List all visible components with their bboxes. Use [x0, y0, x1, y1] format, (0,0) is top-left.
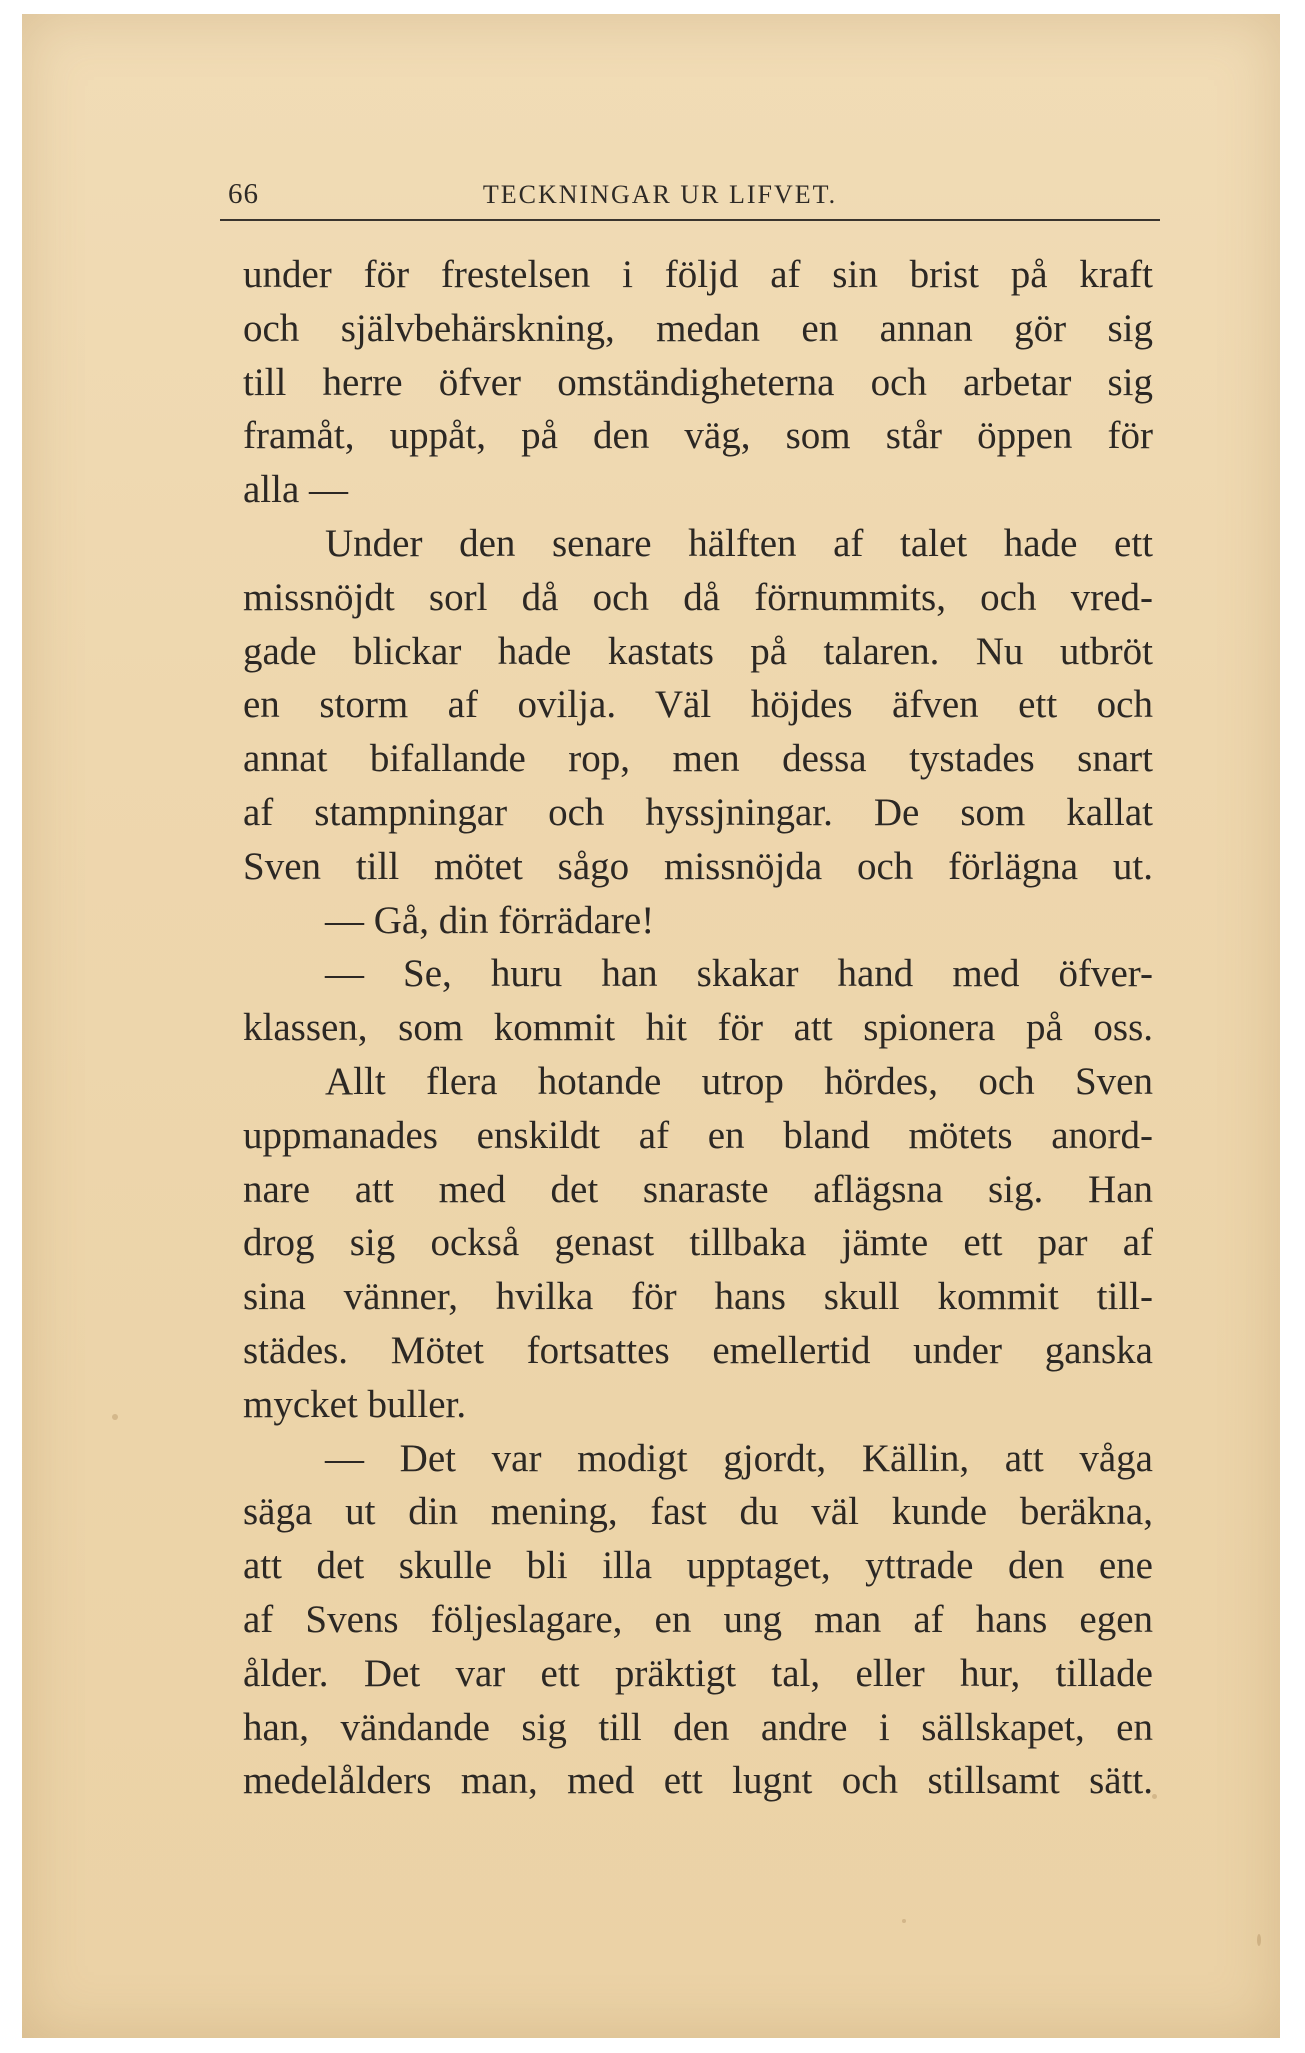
- text-line: mycket buller.: [243, 1382, 467, 1426]
- page-number: 66: [228, 178, 259, 210]
- text-line: — Se, huru han skakar hand med öfver-: [325, 952, 1153, 996]
- text-line: till herre öfver omständigheterna och arbetar sig: [243, 360, 1153, 404]
- text-line: och självbehärskning, medan en annan gör sig: [243, 306, 1153, 350]
- header-rule: [220, 219, 1160, 221]
- paper-speck: [902, 1919, 906, 1923]
- text-line: alla —: [243, 468, 349, 512]
- text-line: — Gå, din förrädare!: [325, 898, 655, 942]
- paper-speck: [1257, 1934, 1261, 1946]
- text-line: sina vänner, hvilka för hans skull kommit till-: [243, 1275, 1153, 1319]
- text-line: klassen, som kommit hit för att spionera på oss.: [243, 1006, 1153, 1050]
- text-line: han, vändande sig till den andre i sällskapet, en: [243, 1705, 1153, 1749]
- text-line: missnöjdt sorl då och då förnummits, och vred-: [243, 575, 1153, 619]
- text-line: gade blickar hade kastats på talaren. Nu utbröt: [243, 629, 1153, 673]
- text-line: ålder. Det var ett präktigt tal, eller hur, tillade: [243, 1651, 1153, 1695]
- text-line: under för frestelsen i följd af sin brist på kraft: [243, 253, 1153, 296]
- text-line: Allt flera hotande utrop hördes, och Sven: [325, 1059, 1153, 1103]
- text-line: städes. Mötet fortsattes emellertid under ganska: [243, 1328, 1153, 1372]
- text-line: säga ut din mening, fast du väl kunde beräkna,: [243, 1490, 1153, 1534]
- text-line: framåt, uppåt, på den väg, som står öppen för: [243, 414, 1153, 458]
- text-line: af stampningar och hyssjningar. De som kallat: [243, 790, 1153, 834]
- text-line: att det skulle bli illa upptaget, yttrade den ene: [243, 1544, 1153, 1588]
- text-line: — Det var modigt gjordt, Källin, att våga: [325, 1436, 1153, 1480]
- running-title: TECKNINGAR UR LIFVET.: [482, 180, 838, 209]
- text-line: uppmanades enskildt af en bland mötets anord-: [243, 1113, 1153, 1157]
- running-header: [220, 178, 1160, 218]
- text-line: en storm af ovilja. Väl höjdes äfven ett och: [243, 683, 1153, 727]
- paper-speck: [112, 1414, 118, 1420]
- text-line: Sven till mötet sågo missnöjda och förlägna ut.: [243, 844, 1153, 888]
- text-line: Under den senare hälften af talet hade ett: [325, 521, 1153, 565]
- body-text: [243, 248, 1153, 1808]
- text-line: af Svens följeslagare, en ung man af hans egen: [243, 1597, 1153, 1641]
- text-line: drog sig också genast tillbaka jämte ett par af: [243, 1221, 1153, 1265]
- text-line: annat bifallande rop, men dessa tystades snart: [243, 737, 1153, 781]
- text-line: nare att med det snaraste aflägsna sig. Han: [243, 1167, 1153, 1211]
- text-line: medelålders man, med ett lugnt och stillsamt sätt.: [243, 1759, 1153, 1803]
